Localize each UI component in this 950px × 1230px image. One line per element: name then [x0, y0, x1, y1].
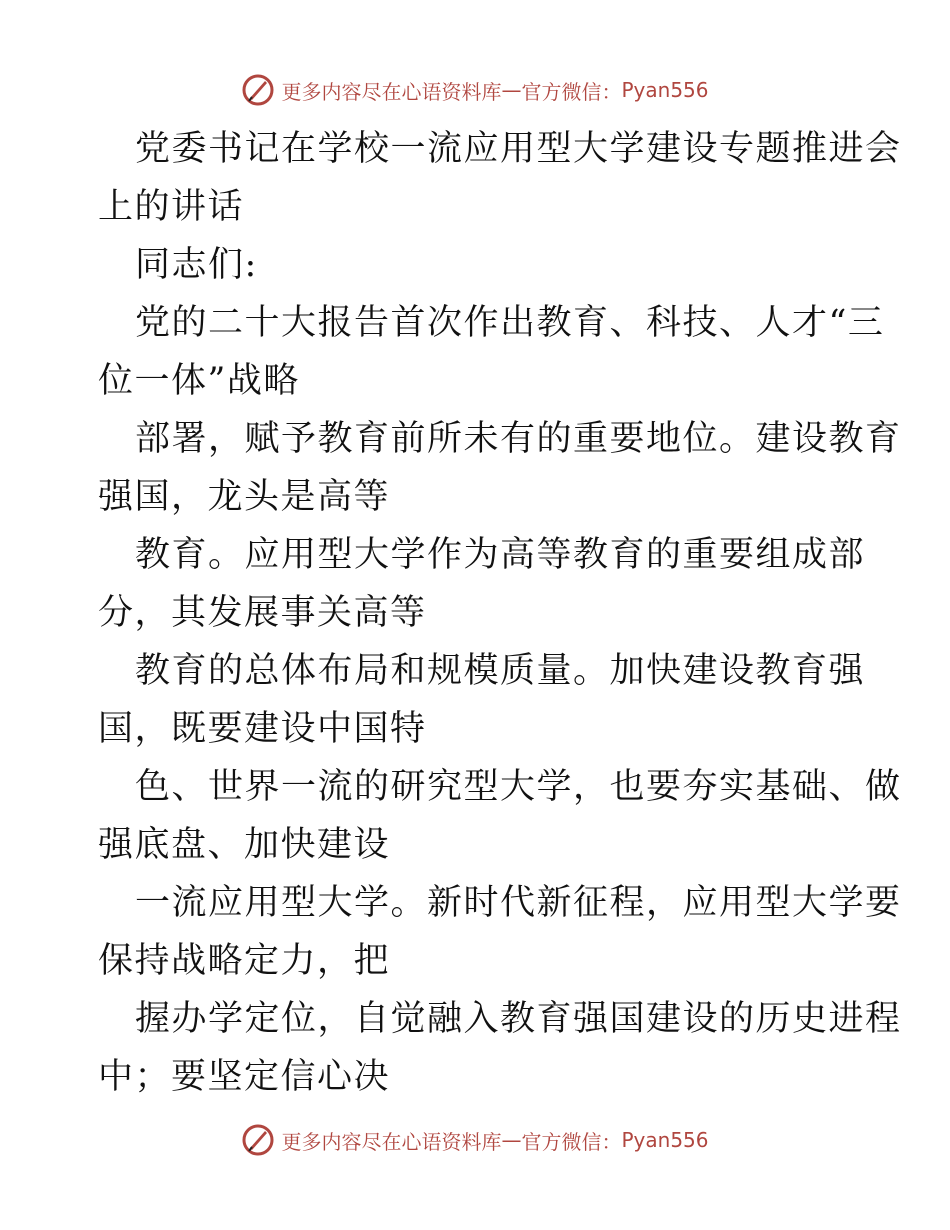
header-watermark: [0, 70, 950, 110]
watermark-separator: —: [501, 78, 522, 102]
text-line: 上的讲话: [98, 187, 245, 227]
text-line: 教育的总体布局和规模质量。加快建设教育强: [135, 651, 866, 691]
text-line: 位一体”战略: [98, 361, 300, 401]
document-body: [98, 120, 902, 1106]
text-line: 教育。应用型大学作为高等教育的重要组成部: [135, 535, 866, 575]
text-line: 强底盘、加快建设: [98, 825, 391, 865]
quill-logo-icon: [241, 73, 275, 107]
watermark-contact-label: 官方微信：: [521, 1129, 622, 1154]
watermark-separator: —: [501, 1128, 522, 1152]
quill-logo-icon: [241, 1123, 275, 1157]
text-line: 强国，龙头是高等: [98, 477, 391, 517]
watermark-contact-label: 官方微信：: [521, 79, 622, 104]
text-line: 部署，赋予教育前所未有的重要地位。建设教育: [135, 419, 902, 459]
watermark-site-text: 更多内容尽在心语资料库: [281, 1129, 502, 1154]
text-line: 保持战略定力，把: [98, 941, 391, 981]
text-line: 国，既要建设中国特: [98, 709, 427, 749]
text-line: 分，其发展事关高等: [98, 593, 427, 633]
text-line: 色、世界一流的研究型大学，也要夯实基础、做: [135, 767, 902, 807]
watermark-contact-id: Pyan556: [621, 1128, 709, 1152]
text-line: 中；要坚定信心决: [98, 1057, 391, 1097]
footer-watermark: [0, 1120, 950, 1160]
text-line: 党的二十大报告首次作出教育、科技、人才“三: [135, 303, 885, 343]
watermark-contact-id: Pyan556: [621, 78, 709, 102]
text-line: 握办学定位，自觉融入教育强国建设的历史进程: [135, 999, 902, 1039]
watermark-site-text: 更多内容尽在心语资料库: [281, 79, 502, 104]
text-line: 同志们:: [135, 245, 258, 285]
text-line: 党委书记在学校一流应用型大学建设专题推进会: [135, 129, 902, 169]
text-line: 一流应用型大学。新时代新征程，应用型大学要: [135, 883, 902, 923]
